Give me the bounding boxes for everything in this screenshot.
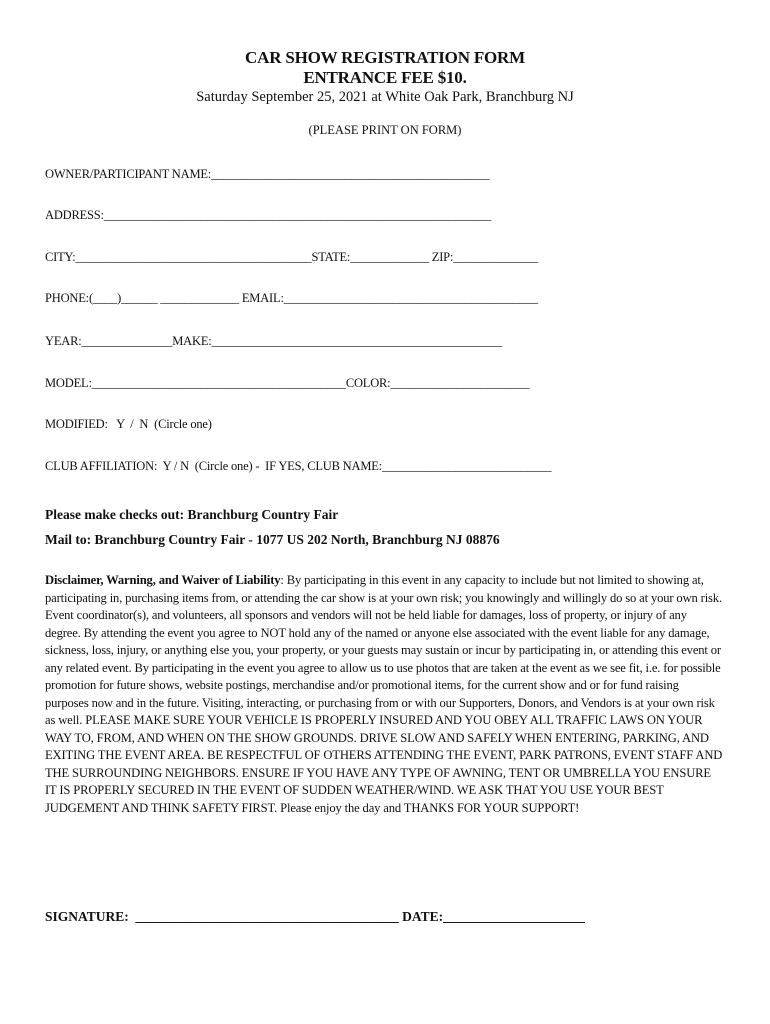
disclaimer-heading: Disclaimer, Warning, and Waiver of Liability [45,573,281,587]
print-instruction: (PLEASE PRINT ON FORM) [308,123,462,137]
address-field[interactable]: ADDRESS:________________________________________________________________ [45,208,492,222]
entrance-fee-title: ENTRANCE FEE $10. [303,68,467,87]
modified-choice[interactable]: MODIFIED: Y / N (Circle one) [45,417,212,431]
city-state-zip-field[interactable]: CITY:_______________________________________STATE:_____________ ZIP:______________ [45,250,538,264]
year-make-field[interactable]: YEAR:_______________MAKE:________________________________________________ [45,334,502,348]
club-affiliation-field[interactable]: CLUB AFFILIATION: Y / N (Circle one) - IF YES, CLUB NAME:____________________________ [45,459,552,473]
event-date-location: Saturday September 25, 2021 at White Oak Park, Branchburg NJ [196,89,574,105]
phone-email-field[interactable]: PHONE:(____)______ _____________ EMAIL:__________________________________________ [45,291,538,305]
form-title: CAR SHOW REGISTRATION FORM [245,48,525,67]
signature-date-line[interactable]: SIGNATURE: _______________________________________ DATE:_____________________ [45,909,585,924]
disclaimer-body: : By participating in this event in any capacity to include but not limited to showing at, participating in, purchasing items from, or attending the car show is at your own risk; you knowingly and willingly do so at your own risk. Event coordinator(s), and volunteers, all sponsors and vendors will not be held liable for damages, loss of property, or injury of any degree. By attending the event you agree to NOT hold any of the named or anyone else associated with the event liable for any damage, sickness, loss, injury, or anything else you, your property, or your guests may sustain or incur by participating in, or attending this event or any related event. By participating in the event you agree to allow us to use photos that are taken at the event as we see fit, i.e. for possible promotion for future shows, website postings, merchandise and/or promotional items, for the current show and or for fund raising purposes now and in the future. Visiting, interacting, or purchasing from or with our Supporters, Donors, and Vendors is at your own risk as well. PLEASE MAKE SURE YOUR VEHICLE IS PROPERLY INSURED AND YOU OBEY ALL TRAFFIC LAWS ON YOUR WAY TO, FROM, AND WHEN ON THE SHOW GROUNDS. DRIVE SLOW AND SAFELY WHEN ENTERING, PARKING, AND EXITING THE EVENT AREA. BE RESPECTFUL OF OTHERS ATTENDING THE EVENT, PARK PATRONS, EVENT STAFF AND THE SURROUNDING NEIGHBORS. ENSURE IF YOU HAVE ANY TYPE OF AWNING, TENT OR UMBRELLA YOU ENSURE IT IS PROPERLY SECURED IN THE EVENT OF SUDDEN WEATHER/WIND. WE ASK THAT YOU USE YOUR BEST JUDGEMENT AND THINK SAFETY FIRST. Please enjoy the day and THANKS FOR YOUR SUPPORT! [45,573,723,815]
mailing-address-note: Mail to: Branchburg Country Fair - 1077 US 202 North, Branchburg NJ 08876 [45,532,500,547]
owner-name-field[interactable]: OWNER/PARTICIPANT NAME:______________________________________________ [45,167,490,181]
model-color-field[interactable]: MODEL:__________________________________________COLOR:_______________________ [45,376,530,390]
checks-payable-note: Please make checks out: Branchburg Country Fair [45,507,339,522]
disclaimer-paragraph [45,572,725,817]
